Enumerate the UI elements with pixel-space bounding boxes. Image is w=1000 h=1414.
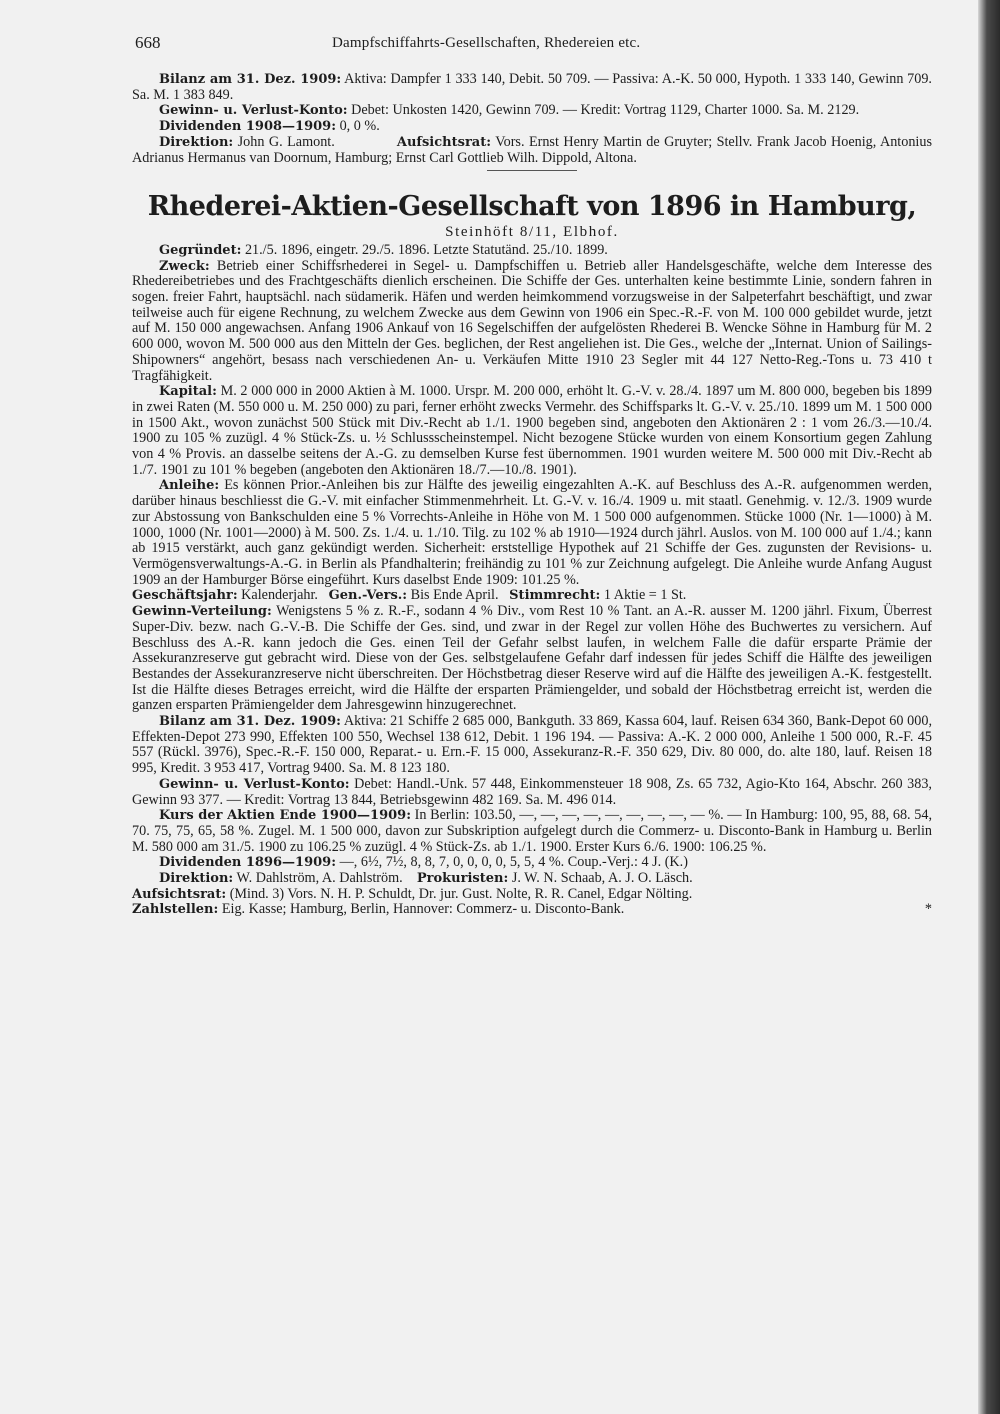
- section-divider: [487, 170, 577, 171]
- bilanz-label: Bilanz am 31. Dez. 1909:: [159, 714, 341, 730]
- prev-bilanz: [132, 72, 932, 103]
- prev-bilanz-label: Bilanz am 31. Dez. 1909:: [159, 72, 342, 87]
- genvers-label: Gen.-Vers.:: [328, 588, 408, 604]
- dividenden-text: —, 6½, 7½, 8, 8, 7, 0, 0, 0, 0, 5, 5, 4 %. Coup.-Verj.: 4 J. (K.): [339, 854, 688, 871]
- zahlstellen-text: Eig. Kasse; Hamburg, Berlin, Hannover: Commerz- u. Disconto-Bank.: [221, 901, 625, 918]
- anleihe: [132, 478, 932, 588]
- aufsichtsrat-label: Aufsichtsrat:: [132, 886, 227, 902]
- zweck-label: Zweck:: [159, 258, 210, 274]
- gewinnverteilung-label: Gewinn-Verteilung:: [132, 604, 272, 620]
- gegruendet-label: Gegründet:: [159, 242, 242, 258]
- stimmrecht-text: 1 Aktie = 1 St.: [603, 587, 687, 604]
- anleihe-text: Es können Prior.-Anleihen bis zur Hälfte des jeweilig eingezahlten A.-K. auf Beschluss des A.-R. aufgenommen werden, darüber hinaus beschliesst die G.-V. mit einfacher Stimmenmehrheit. Lt. G.-V. v. 16./4. 1909 u. mit staatl. Genehmig. v. 12./3. 1909 wurde zur Abstossung von Bankschulden eine 5 % Vorrechts-Anleihe in Höhe von M. 1 500 000 aufgenommen. Stücke 1000 (Nr. 1—1000) à M. 1000, 1000 (Nr. 1001—2000) à M. 500. Zs. 1./4. u. 1./10. Tilg. zu 102 % ab 1910—1924 durch jährl. Auslos. von M. 100 000 auf 1./4.; kann ab 1915 verstärkt, auch ganz gekündigt werden. Sicherheit: erststellige Hypothek auf 21 Schiffe der Ges. zugunsten der Revisions- u. Vermögensverwaltungs-A.-G. in Berlin als Pfandhalterin; freihändig zu 101 % zur Zeichnung aufgelegt. Die Anleihe wurde Anfang August 1909 an der Hamburger Börse eingeführt. Kurs daselbst Ende 1909: 101.25 %.: [132, 477, 933, 588]
- zahlstellen-label: Zahlstellen:: [132, 902, 219, 918]
- page-content: [132, 72, 932, 918]
- gegruendet: [132, 243, 932, 259]
- genvers-text: Bis Ende April.: [410, 587, 499, 604]
- company-address: Steinhöft 8/11, Elbhof.: [445, 224, 619, 241]
- kurs: [132, 808, 932, 855]
- prev-dividenden: [132, 119, 932, 135]
- dividenden: [132, 855, 932, 871]
- prev-direktion: [132, 135, 932, 166]
- company-title: Rhederei-Aktien-Gesellschaft von 1896 in Hamburg,: [147, 191, 917, 223]
- kurs-text: In Berlin: 103.50, —, —, —, —, —, —, —, —, — %. — In Hamburg: 100, 95, 88, 68. 54, 70. 75, 75, 65, 58 %. Zugel. M. 1 500 000, davon zur Subskription aufgelegt durch die Commerz- u. Disconto-Bank in Hamburg u. Berlin M. 580 000 am 31./5. 1900 zu 106.25 % zuzügl. 4 % Stück-Zs. ab 1./1. 1900. Erster Kurs 6./6. 1900: 106.25 %.: [132, 807, 932, 855]
- gewinn-verlust-text: Debet: Handl.-Unk. 57 448, Einkommensteuer 18 908, Zs. 65 732, Agio-Kto 164, Abschr. 260 383, Gewinn 93 377. — Kredit: Vortrag 13 844, Betriebsgewinn 482 169. Sa. M. 496 014.: [132, 775, 932, 808]
- prev-direktion-label: Direktion:: [159, 134, 234, 150]
- kurs-label: Kurs der Aktien Ende 1900—1909:: [159, 808, 412, 824]
- page-number: 668: [135, 33, 161, 52]
- gewinn-verlust-label: Gewinn- u. Verlust-Konto:: [159, 776, 350, 792]
- prokuristen-text: J. W. N. Schaab, A. J. O. Läsch.: [511, 870, 693, 887]
- kapital-label: Kapital:: [159, 384, 217, 400]
- anleihe-label: Anleihe:: [159, 478, 220, 494]
- dividenden-label: Dividenden 1896—1909:: [159, 855, 337, 871]
- gewinn-verlust: [132, 777, 932, 808]
- geschaeftsjahr-line: [132, 588, 932, 604]
- bilanz: [132, 714, 932, 777]
- kapital-text: M. 2 000 000 in 2000 Aktien à M. 1000. Urspr. M. 200 000, erhöht lt. G.-V. v. 28./4. 1897 um M. 800 000, begeben bis 1899 in zwei Raten (M. 550 000 u. M. 250 000) zu pari, ferner erhöht zwecks Vermehr. des Schiffsparks lt. G.-V. v. 25./10. 1899 um M. 1 500 000 in 1500 Akt., wovon zunächst 500 Stück mit Div.-Recht ab 1./1. 1900 begeben sind, angeboten den Aktionären 2 : 1 vom 26./3.—10./4. 1900 zu 105 % zuzügl. 4 % Stück-Zs. u. ½ Schlussscheinstempel. Nicht bezogene Stücke wurden von einem Konsortium gegen Zahlung von 4 % Provis. an dasselbe seitens der A.-G. zu demselben Kurse fest übernommen. 1901 wurden weitere M. 500 000 mit Div.-Recht ab 1./7. 1901 zu 101 % begeben (angeboten den Aktionären 18./7.—10./8. 1901).: [132, 383, 932, 478]
- prev-gewinn-label: Gewinn- u. Verlust-Konto:: [159, 103, 348, 119]
- prev-aufsichtsrat-text: Vors. Ernst Henry Martin de Gruyter; Stellv. Frank Jacob Hoenig, Antonius Adrianus Hermanus van Doornum, Hamburg; Ernst Carl Gottlieb Wilh. Dippold, Altona.: [132, 133, 932, 166]
- aufsichtsrat-text: (Mind. 3) Vors. N. H. P. Schuldt, Dr. jur. Gust. Nolte, R. R. Canel, Edgar Nölting.: [229, 885, 693, 902]
- prev-direktion-text: John G. Lamont.: [237, 133, 335, 150]
- aufsichtsrat: [132, 887, 932, 903]
- prev-aufsichtsrat-label: Aufsichtsrat:: [396, 134, 492, 150]
- zweck: [132, 259, 932, 385]
- gewinnverteilung-text: Wenigstens 5 % z. R.-F., sodann 4 % Div., vom Rest 10 % Tant. an A.-R. ausser M. 1200 jährl. Fixum, Überrest Super-Div. bezw. nach G.-V.-B. Die Schiffe der Ges. sind, und zwar in der Regel zur vollen Höhe des Buchwertes zu versichern. Auf Beschluss des A.-R. kann jedoch die Ges. einen Teil der Gefahr selbst laufen, in welchem Falle die dafür ersparte Prämie der Assekuranzreserve gut gebracht wird. Diese von der Ges. selbstgelaufene Gefahr darf indessen für jedes Schiff die Hälfte des jeweiligen Bestandes der Assekuranzreserve nicht überschreiten. Der Höchstbetrag dieser Reserve wird auf die Hälfte des jeweiligen A.-K. festgestellt. Ist die Hälfte dieses Betrages erreicht, wird die Hälfte der ersparten Prämiengelder, und sobald der Höchstbetrag erreicht ist, werden die ganzen ersparten Prämiengelder dem Jahresgewinn hinzugerechnet.: [132, 603, 932, 714]
- geschaeftsjahr-text: Kalenderjahr.: [241, 587, 318, 604]
- prokuristen-label: Prokuristen:: [416, 871, 509, 887]
- zahlstellen: [132, 902, 932, 918]
- page-binding-edge: [978, 0, 1000, 1414]
- prev-bilanz-text: Aktiva: Dampfer 1 333 140, Debit. 50 709. — Passiva: A.-K. 50 000, Hypoth. 1 333 140, Gewinn 709. Sa. M. 1 383 849.: [132, 71, 932, 103]
- bilanz-text: Aktiva: 21 Schiffe 2 685 000, Bankguth. 33 869, Kassa 604, lauf. Reisen 634 360, Bank-Depot 60 000, Effekten-Depot 273 990, Effekten 100 550, Wechsel 138 612, Debit. 1 196 194. — Passiva: A.-K. 2 000 000, Anleihe 1 500 000, R.-F. 45 557 (Rückl. 3976), Spec.-R.-F. 150 000, Reparat.- u. Ern.-F. 15 000, Assekuranz-R.-F. 350 629, Div. 80 000, do. alte 180, lauf. Reisen 18 995, Kredit. 3 953 417, Vortrag 9400. Sa. M. 8 123 180.: [132, 713, 932, 777]
- gewinnverteilung: [132, 604, 932, 714]
- running-title: Dampfschiffahrts-Gesellschaften, Rhedereien etc.: [332, 35, 641, 51]
- page-header: [135, 33, 935, 57]
- geschaeftsjahr-label: Geschäftsjahr:: [132, 588, 238, 604]
- footnote-mark: *: [924, 901, 932, 918]
- stimmrecht-label: Stimmrecht:: [509, 588, 601, 604]
- prev-gewinn: [132, 103, 932, 119]
- prev-dividenden-label: Dividenden 1908—1909:: [159, 119, 337, 135]
- kapital: [132, 384, 932, 478]
- prev-dividenden-text: 0, 0 %.: [339, 118, 380, 135]
- zweck-text: Betrieb einer Schiffsrhederei in Segel- u. Dampfschiffen u. Betrieb aller Handelsgeschäfte, welche dem Interesse des Rhedereibetriebes und des Frachtgeschäfts dienlich erscheinen. Die Schiffe der Ges. unterhalten keine bestimmte Linie, sondern fahren in sogen. freier Fahrt, hauptsächl. nach südamerik. Häfen und werden heimkommend vorzugsweise in der Salpeterfahrt beschäftigt, und zwar teilweise auch für eigene Rechnung, zu welchem Zwecke aus dem Gewinn von 1906 ein Spec.-R.-F. von M. 100 000 gebildet wurde, jetzt auf M. 150 000 angewachsen. Anfang 1906 Ankauf von 16 Segelschiffen der aufgelösten Rhederei B. Wencke Söhne in Hamburg für M. 2 600 000, wovon M. 500 000 aus den Mitteln der Ges. beglichen, der Rest angeliehen ist. Die Ges., welche der „Internat. Union of Sailings-Shipowners“ angehört, besass nach verschiedenen An- u. Verkäufen Mitte 1910 23 Segler mit 44 127 Netto-Reg.-Tons u. 73 410 t Tragfähigkeit.: [132, 257, 933, 384]
- direktion: [132, 871, 932, 887]
- direktion-label: Direktion:: [159, 871, 234, 887]
- gegruendet-text: 21./5. 1896, eingetr. 29./5. 1896. Letzte Statutänd. 25./10. 1899.: [244, 241, 608, 258]
- direktion-text: W. Dahlström, A. Dahlström.: [236, 870, 403, 887]
- prev-gewinn-text: Debet: Unkosten 1420, Gewinn 709. — Kredit: Vortrag 1129, Charter 1000. Sa. M. 2129.: [351, 102, 860, 119]
